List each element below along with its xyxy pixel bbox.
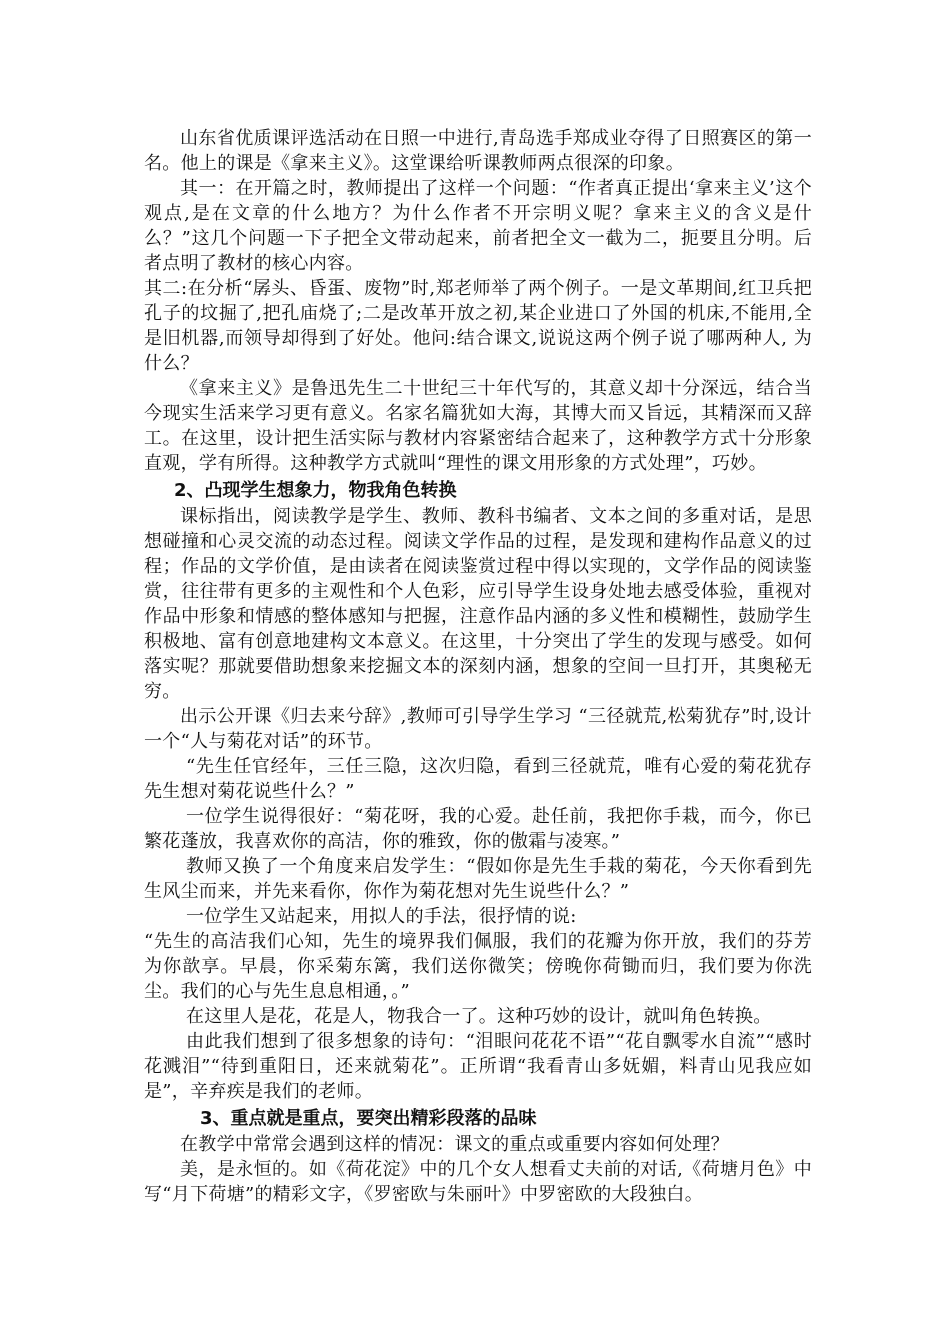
paragraph-student-answer-1: 一位学生说得很好：“菊花呀，我的心爱。赴任前，我把你手栽，而今，你已繁花蓬放，我喜欢你的高洁，你的雅致，你的傲霜与凌寒。” bbox=[144, 806, 812, 852]
document-body bbox=[144, 126, 812, 1207]
paragraph-beauty: 美，是永恒的。如《荷花淀》中的几个女人想看丈夫前的对话,《荷塘月色》中写“月下荷塘”的精彩文字，《罗密欧与朱丽叶》中罗密欧的大段独白。 bbox=[144, 1159, 812, 1205]
paragraph-point-two: 其二:在分析“孱头、昏蛋、废物”时,郑老师举了两个例子。一是文革期间,红卫兵把孔子的坟掘了,把孔庙烧了;二是改革开放之初,某企业进口了外国的机床,不能用,全是旧机器,而领导却得到了好处。他问:结合课文,说说这两个例子说了哪两种人, 为什么？ bbox=[144, 278, 812, 374]
paragraph-key-content: 在教学中常常会遇到这样的情况：课文的重点或重要内容如何处理？ bbox=[180, 1134, 729, 1155]
paragraph-role-switch: 在这里人是花，花是人，物我合一了。这种巧妙的设计，就叫角色转换。 bbox=[186, 1006, 772, 1027]
paragraph-point-one: 其一：在开篇之时，教师提出了这样一个问题：“作者真正提出‘拿来主义’这个观点,是在文章的什么地方？为什么作者不开宗明义呢？拿来主义的含义是什么？”这几个问题一下子把全文带动起来，前者把全文一截为二，扼要且分明。后者点明了教材的核心内容。 bbox=[144, 178, 812, 274]
paragraph-student-stands: 一位学生又站起来，用拟人的手法，很抒情的说: bbox=[186, 906, 577, 927]
section-heading-3: 3、重点就是重点，要突出精彩段落的品味 bbox=[200, 1108, 537, 1129]
section-heading-2: 2、凸现学生想象力，物我角色转换 bbox=[174, 480, 457, 501]
paragraph-student-answer-2: “先生的高洁我们心知，先生的境界我们佩服，我们的花瓣为你开放，我们的芬芳为你歆享。早晨，你采菊东篱，我们送你微笑；傍晚你荷锄而归，我们要为你洗尘。我们的心与先生息息相通，。” bbox=[144, 931, 812, 1002]
paragraph-poems: 由此我们想到了很多想象的诗句：“泪眼问花花不语”“花自飘零水自流”“感时花溅泪”“待到重阳日，还来就菊花”。正所谓“我看青山多妩媚，料青山见我应如是”，辛弃疾是我们的老师。 bbox=[144, 1031, 812, 1102]
paragraph-summary: 《拿来主义》是鲁迅先生二十世纪三十年代写的，其意义却十分深远，结合当今现实生活来学习更有意义。名家名篇犹如大海，其博大而又旨远，其精深而又辞工。在这里，设计把生活实际与教材内容紧密结合起来了，这种教学方式十分形象直观，学有所得。这种教学方式就叫“理性的课文用形象的方式处理”，巧妙。 bbox=[144, 378, 812, 474]
paragraph-curriculum: 课标指出，阅读教学是学生、教师、教科书编者、文本之间的多重对话，是思想碰撞和心灵交流的动态过程。阅读文学作品的过程，是发现和建构作品意义的过程；作品的文学价值，是由读者在阅读鉴赏过程中得以实现的，文学作品的阅读鉴赏，往往带有更多的主观性和个人色彩，应引导学生设身处地去感受体验，重视对作品中形象和情感的整体感知与把握，注意作品内涵的多义性和模糊性，鼓励学生积极地、富有创意地建构文本意义。在这里，十分突出了学生的发现与感受。如何落实呢？那就要借助想象来挖掘文本的深刻内涵，想象的空间一旦打开，其奥秘无穷。 bbox=[144, 506, 812, 702]
paragraph-lesson-example: 出示公开课《归去来兮辞》,教师可引导学生学习 “三径就荒,松菊犹存”时,设计一个“人与菊花对话”的环节。 bbox=[144, 706, 812, 752]
paragraph-intro: 山东省优质课评选活动在日照一中进行,青岛选手郑成业夺得了日照赛区的第一名。他上的课是《拿来主义》。这堂课给听课教师两点很深的印象。 bbox=[144, 128, 812, 174]
paragraph-teacher-question: “先生任官经年，三任三隐，这次归隐，看到三径就荒，唯有心爱的菊花犹存先生想对菊花说些什么？” bbox=[144, 756, 812, 802]
paragraph-teacher-prompt: 教师又换了一个角度来启发学生：“假如你是先生手栽的菊花，今天你看到先生风尘而来，并先来看你，你作为菊花想对先生说些什么？” bbox=[144, 856, 812, 902]
